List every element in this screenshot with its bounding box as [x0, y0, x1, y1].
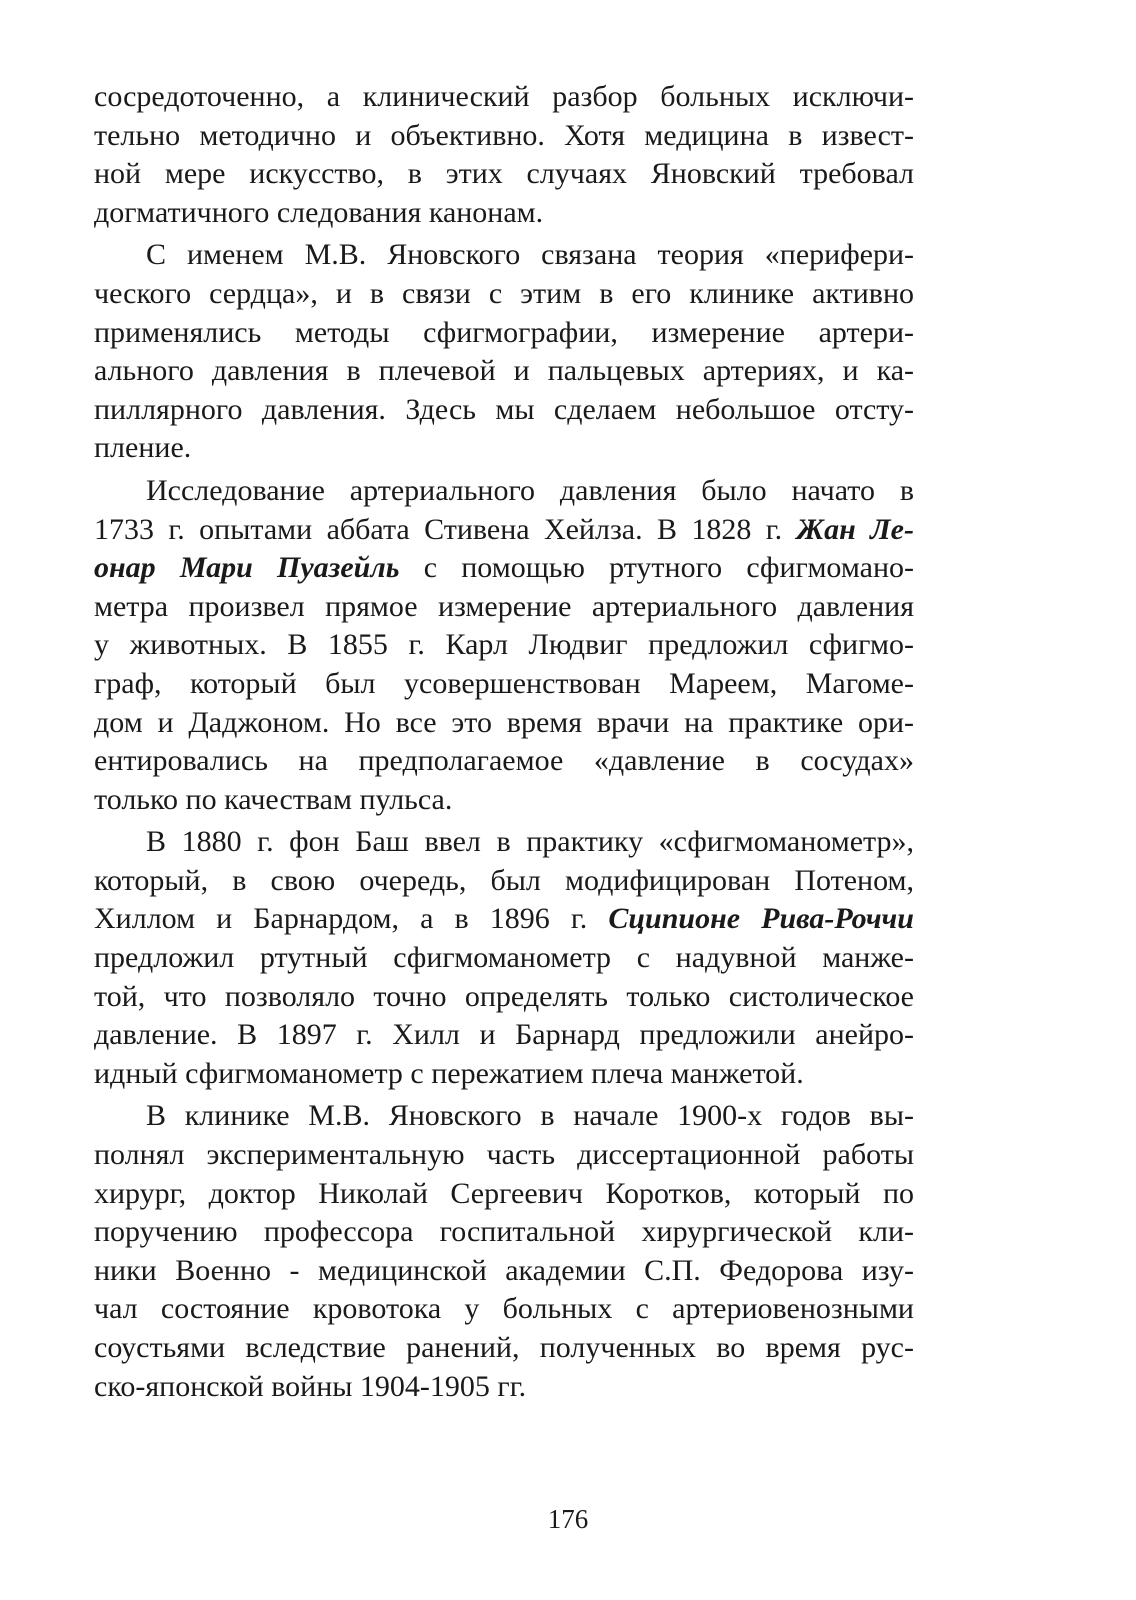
text-line	[94, 352, 914, 391]
paragraph	[94, 236, 914, 468]
paragraph	[94, 472, 914, 819]
text-segment: хирург, доктор Николай Сергеевич Коротков, который по	[94, 1176, 914, 1210]
text-segment: с помощью ртутного сфигмомано-	[399, 551, 914, 585]
text-line	[94, 1368, 914, 1407]
text-line	[94, 472, 914, 511]
text-segment: догматичного следования канонам.	[94, 195, 544, 229]
text-segment: идный сфигмоманометр с пережатием плеча манжетой.	[94, 1056, 804, 1090]
text-segment: Хиллом и Барнардом, а в 1896 г.	[94, 902, 609, 936]
text-line	[94, 626, 914, 665]
text-line	[94, 429, 914, 468]
text-line	[94, 1290, 914, 1329]
text-line	[94, 275, 914, 314]
text-segment: только по качествам пульса.	[94, 782, 453, 816]
text-segment: ентировались на предполагаемое «давление в сосудах»	[94, 744, 914, 778]
text-segment: соустьями вследствие ранений, полученных во время рус-	[94, 1331, 914, 1364]
page-number: 176	[547, 1504, 589, 1534]
text-line	[94, 117, 914, 156]
paragraph	[94, 1097, 914, 1406]
text-segment: полнял экспериментальную часть диссертационной работы	[94, 1138, 914, 1172]
text-line	[94, 823, 914, 862]
text-line	[94, 939, 914, 978]
text-line	[94, 78, 914, 117]
paragraph	[94, 823, 914, 1093]
text-segment: дом и Даджоном. Но все это время врачи на практике ори-	[94, 705, 914, 739]
text-segment: метра произвел прямое измерение артериального давления	[94, 589, 914, 623]
text-segment: сосредоточенно, а клинический разбор больных исключи-	[94, 80, 914, 113]
text-segment: В 1880 г. фон Баш ввел в практику «сфигмоманометр»,	[146, 825, 914, 859]
text-line	[94, 549, 914, 588]
text-segment: ального давления в плечевой и пальцевых артериях, и ка-	[94, 354, 914, 388]
text-line	[94, 194, 914, 233]
text-line	[94, 1213, 914, 1252]
text-line	[94, 1175, 914, 1214]
text-line	[94, 665, 914, 704]
text-segment: давление. В 1897 г. Хилл и Барнард предложили анейро-	[94, 1018, 914, 1052]
text-line	[94, 742, 914, 781]
text-line	[94, 155, 914, 194]
text-line	[94, 704, 914, 743]
text-segment: ники Военно - медицинской академии С.П. Федорова изу-	[94, 1253, 914, 1287]
text-segment: Исследование артериального давления было начато в	[146, 473, 914, 507]
text-segment: 1733 г. опытами аббата Стивена Хейлза. В 1828 г.	[94, 512, 797, 546]
text-line	[94, 314, 914, 353]
text-segment: предложил ртутный сфигмоманометр с надувной манже-	[94, 941, 914, 975]
text-segment: С именем М.В. Яновского связана теория «перифери-	[146, 238, 914, 272]
text-line	[94, 1097, 914, 1136]
text-line	[94, 781, 914, 820]
text-segment: поручению профессора госпитальной хирургической кли-	[94, 1215, 914, 1249]
text-line	[94, 900, 914, 939]
text-line	[94, 1252, 914, 1291]
text-line	[94, 862, 914, 901]
emphasized-name: Жан Ле-	[796, 512, 914, 546]
emphasized-name: Сципионе Рива-Роччи	[608, 902, 914, 936]
page-body	[94, 78, 914, 1410]
text-line	[94, 588, 914, 627]
text-segment: пиллярного давления. Здесь мы сделаем небольшое отсту-	[94, 392, 914, 426]
text-line	[94, 511, 914, 550]
paragraph	[94, 78, 914, 232]
text-segment: тельно методично и объективно. Хотя медицина в извест-	[94, 118, 914, 152]
text-segment: который, в свою очередь, был модифицирован Потеном,	[94, 863, 914, 897]
text-segment: ческого сердца», и в связи с этим в его клинике активно	[94, 276, 914, 310]
text-segment: пление.	[94, 431, 192, 465]
text-line	[94, 1055, 914, 1094]
text-segment: у животных. В 1855 г. Карл Людвиг предложил сфигмо-	[94, 628, 914, 662]
text-line	[94, 1016, 914, 1055]
text-line	[94, 978, 914, 1017]
text-line	[94, 1136, 914, 1175]
text-segment: граф, который был усовершенствован Мареем, Магоме-	[94, 666, 914, 700]
text-line	[94, 391, 914, 430]
text-segment: ной мере искусство, в этих случаях Яновский требовал	[94, 157, 914, 191]
text-line	[94, 236, 914, 275]
text-line	[94, 1329, 914, 1368]
text-segment: В клинике М.В. Яновского в начале 1900-х годов вы-	[146, 1099, 914, 1133]
emphasized-name: онар Мари Пуазейль	[94, 551, 400, 585]
text-segment: чал состояние кровотока у больных с артериовенозными	[94, 1292, 914, 1326]
text-segment: той, что позволяло точно определять только систолическое	[94, 979, 914, 1013]
text-segment: применялись методы сфигмографии, измерение артери-	[94, 315, 914, 349]
text-segment: ско-японской войны 1904-1905 гг.	[94, 1369, 527, 1403]
